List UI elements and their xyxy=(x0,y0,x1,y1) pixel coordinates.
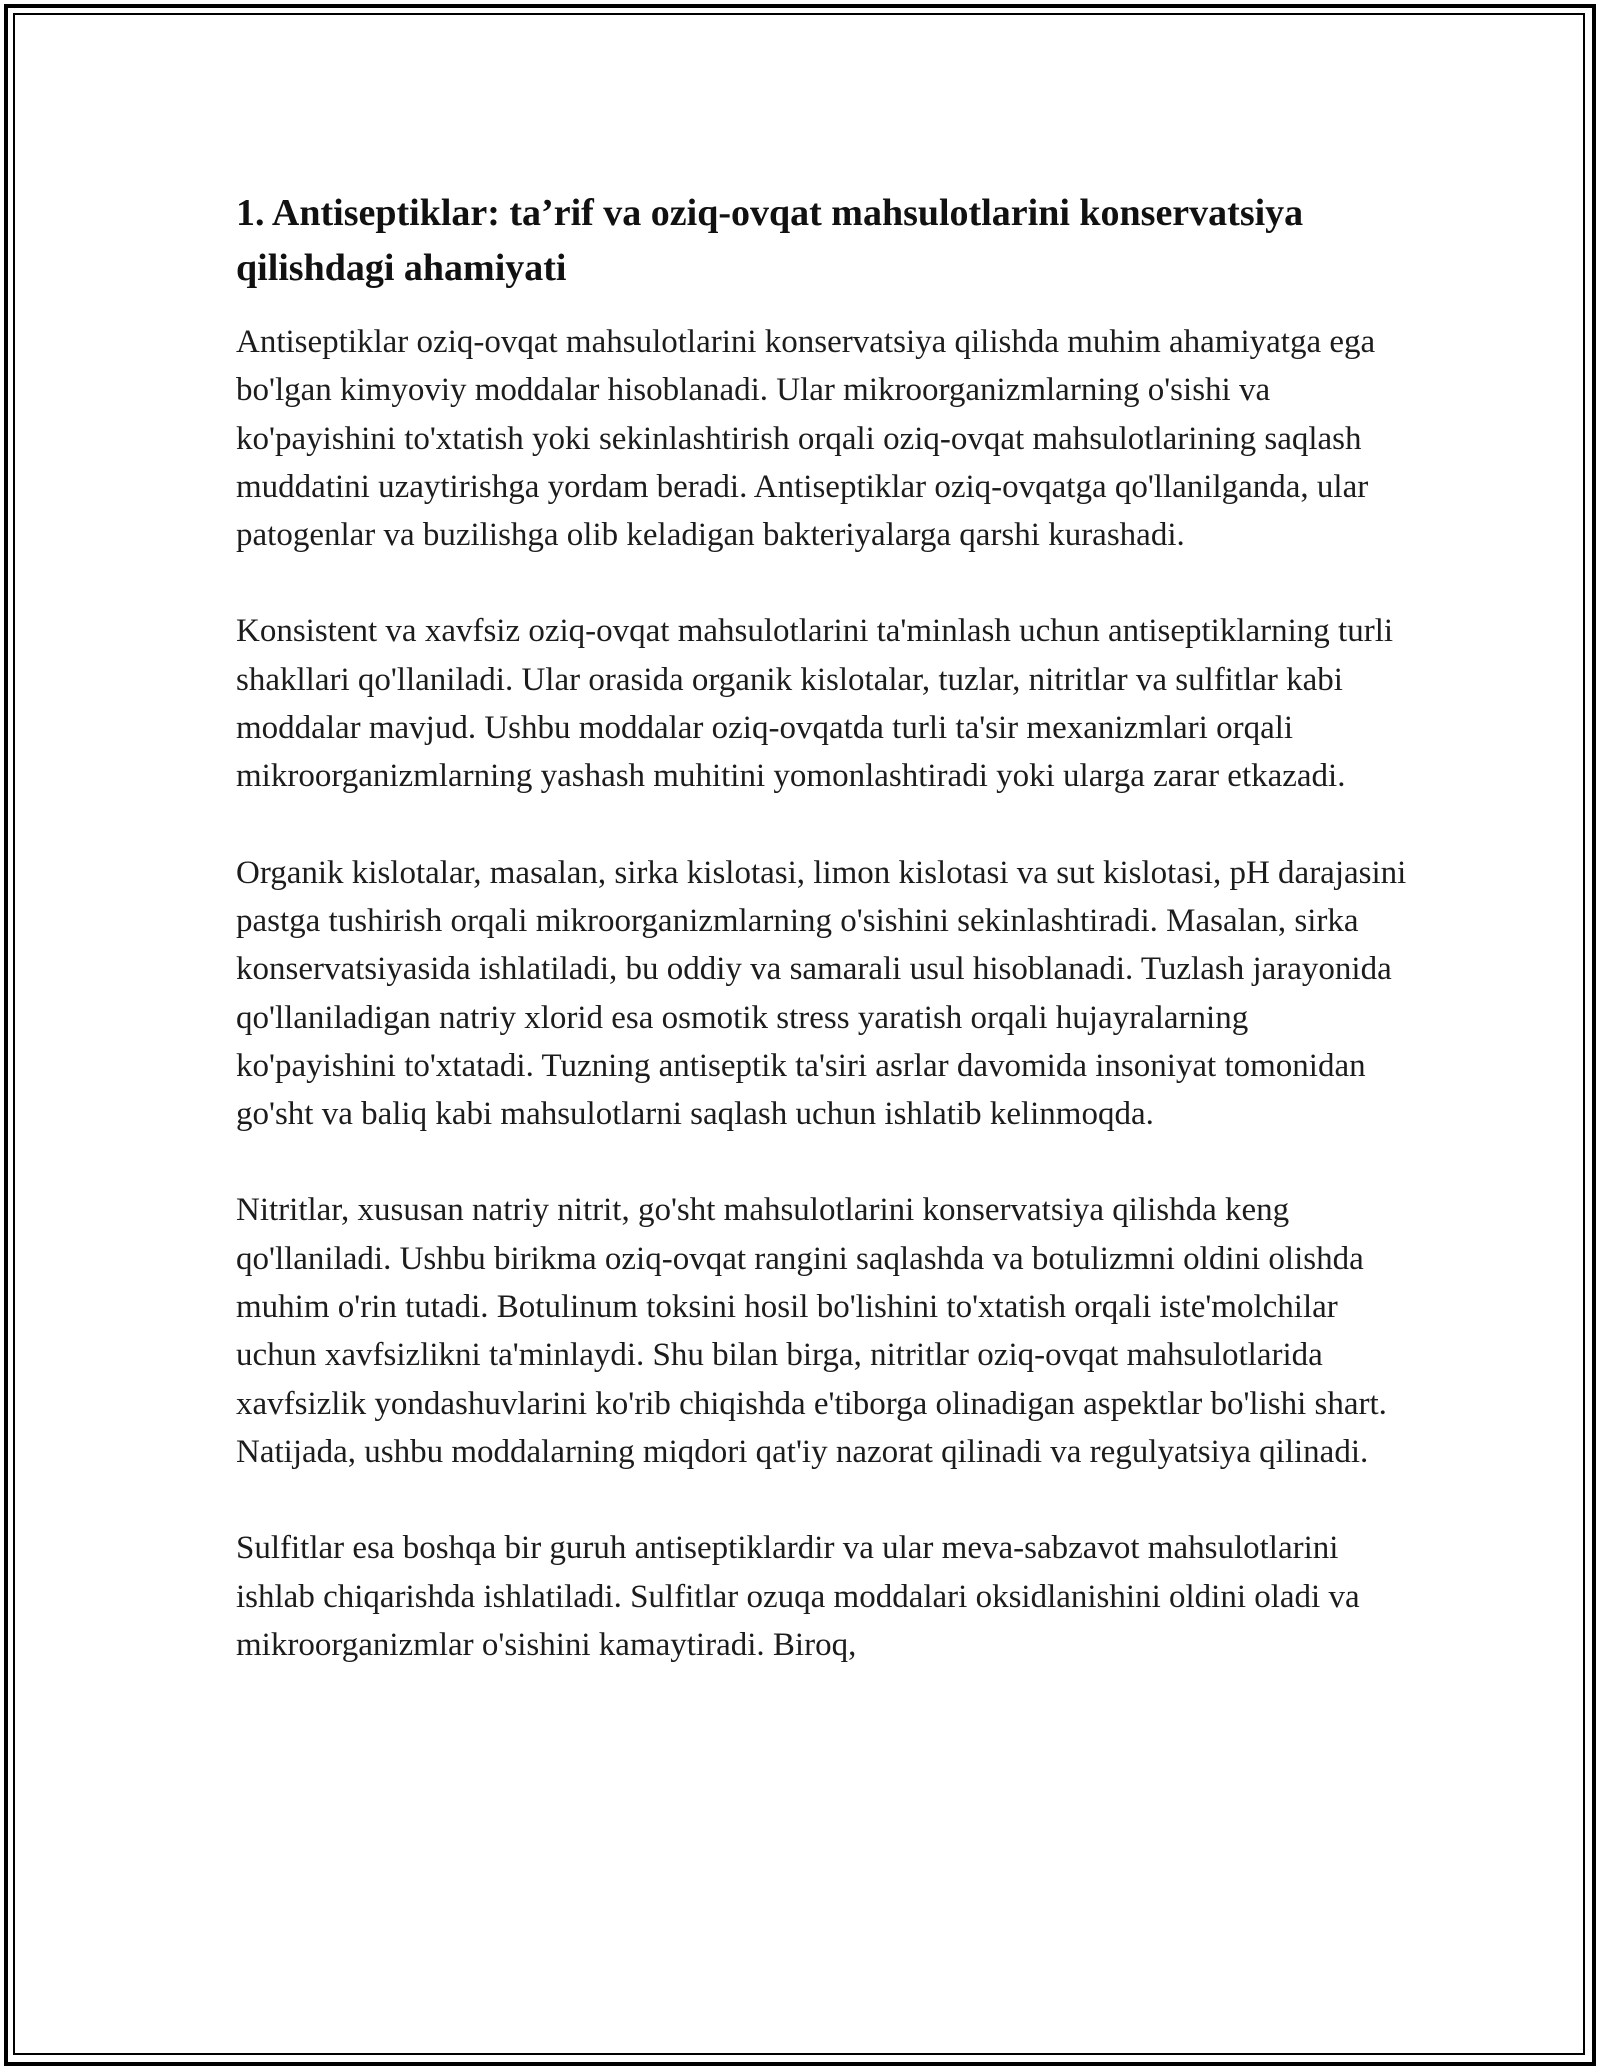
paragraph-definition: Antiseptiklar oziq-ovqat mahsulotlarini konservatsiya qilishda muhim ahamiyatga ega bo'lgan kimyoviy moddalar hisoblanadi. Ular mikroorganizmlarning o'sishi va ko'payishini to'xtatish yoki sekinlashtirish orqali oziq-ovqat mahsulotlarining saqlash muddatini uzaytirishga yordam beradi. Antiseptiklar oziq-ovqatga qo'llanilganda, ular patogenlar va buzilishga olib keladigan bakteriyalarga qarshi kurashadi. xyxy=(236,324,1376,554)
paragraph-sulfites: Sulfitlar esa boshqa bir guruh antiseptiklardir va ular meva-sabzavot mahsulotlarini ishlab chiqarishda ishlatiladi. Sulfitlar ozuqa moddalari oksidlanishini oldini oladi va mikroorganizmlar o'sishini kamaytiradi. Biroq, xyxy=(236,1530,1360,1663)
paragraph-organic-acids: Organik kislotalar, masalan, sirka kislotasi, limon kislotasi va sut kislotasi, pH darajasini pastga tushirish orqali mikroorganizmlarning o'sishini sekinlashtiradi. Masalan, sirka konservatsiyasida ishlatiladi, bu oddiy va samarali usul hisoblanadi. Tuzlash jarayonida qo'llaniladigan natriy xlorid esa osmotik stress yaratish orqali hujayralarning ko'payishini to'xtatadi. Tuzning antiseptik ta'siri asrlar davomida insoniyat tomonidan go'sht va baliq kabi mahsulotlarni saqlash uchun ishlatib kelinmoqda. xyxy=(236,854,1407,1133)
document-body xyxy=(236,186,1416,1717)
paragraph-nitrites: Nitritlar, xususan natriy nitrit, go'sht mahsulotlarini konservatsiya qilishda keng qo'llaniladi. Ushbu birikma oziq-ovqat rangini saqlashda va botulizmni oldini olishda muhim o'rin tutadi. Botulinum toksini hosil bo'lishini to'xtatish orqali iste'molchilar uchun xavfsizlikni ta'minlaydi. Shu bilan birga, nitritlar oziq-ovqat mahsulotlarida xavfsizlik yondashuvlarini ko'rib chiqishda e'tiborga olinadigan aspektlar bo'lishi shart. Natijada, ushbu moddalarning miqdori qat'iy nazorat qilinadi va regulyatsiya qilinadi. xyxy=(236,1192,1387,1470)
section-title: 1. Antiseptiklar: ta’rif va oziq-ovqat mahsulotlarini konservatsiya qilishdagi ahamiyati xyxy=(236,192,1304,289)
paragraph-antiseptic-forms: Konsistent va xavfsiz oziq-ovqat mahsulotlarini ta'minlash uchun antiseptiklarning turli shakllari qo'llaniladi. Ular orasida organik kislotalar, tuzlar, nitritlar va sulfitlar kabi moddalar mavjud. Ushbu moddalar oziq-ovqatda turli ta'sir mexanizmlari orqali mikroorganizmlarning yashash muhitini yomonlashtiradi yoki ularga zarar etkazadi. xyxy=(236,613,1394,795)
